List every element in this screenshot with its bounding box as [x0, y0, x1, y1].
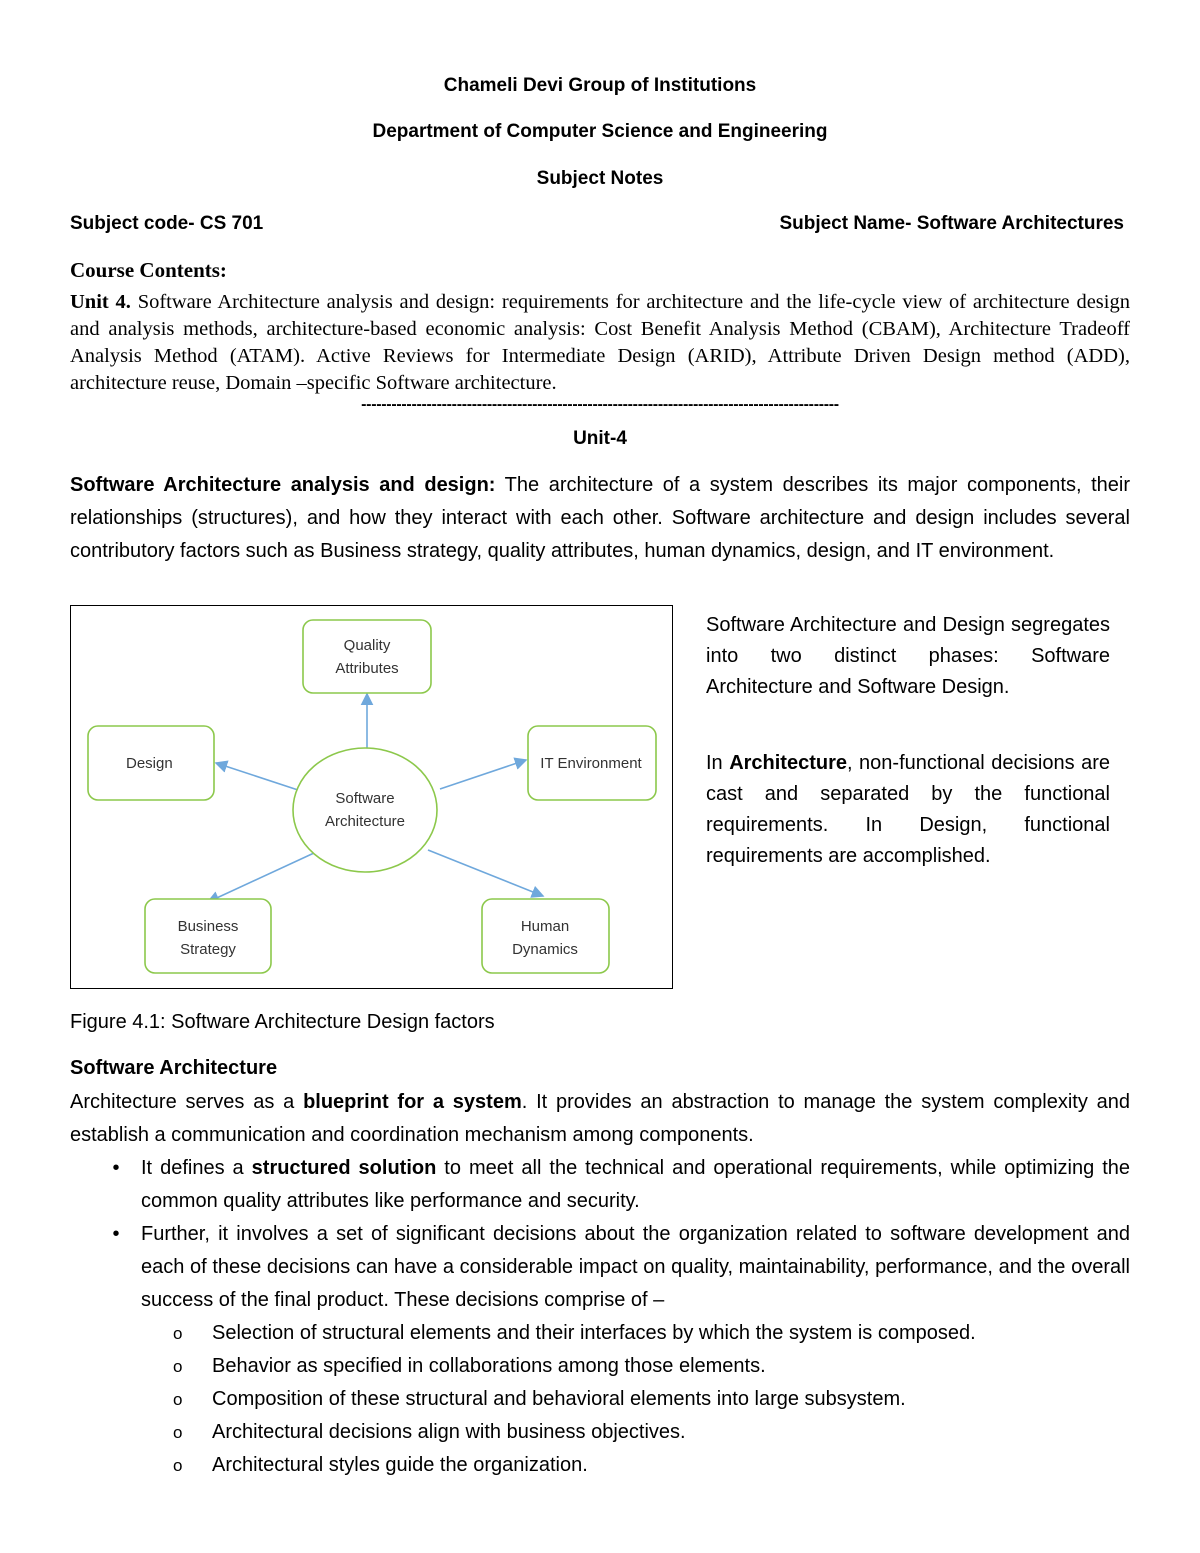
section-p1-a: Architecture serves as a [70, 1091, 304, 1113]
bullet1-a: It defines a [141, 1157, 252, 1179]
sub-mark: o [173, 1324, 183, 1343]
sub-item-text: Composition of these structural and behavioral elements into large subsystem. [212, 1388, 906, 1410]
human-label-1: Human [520, 918, 570, 935]
sub-mark: o [173, 1390, 183, 1409]
architecture-diagram [70, 605, 673, 989]
sub-list [173, 1317, 1130, 1482]
arrow-to-it [440, 760, 526, 789]
side-para2-bold: Architecture [729, 752, 847, 774]
side-paragraph-1: Software Architecture and Design segregates into two distinct phases: Software Architecture and Software Design. [706, 614, 1110, 698]
arrow-to-design [216, 763, 298, 790]
sub-list-item [173, 1416, 1130, 1449]
figure-caption: Figure 4.1: Software Architecture Design factors [70, 1011, 495, 1033]
arrow-to-business [208, 853, 314, 902]
bullet-text: Further, it involves a set of significant decisions about the organization related to software development and each of these decisions can have a considerable impact on quality, maintainability, performance, and the overall success of the final product. These decisions comprise of – [141, 1223, 1130, 1311]
separator-line: ----------------------------------------------------------------------------------------------- [361, 396, 839, 413]
notes-label: Subject Notes [536, 168, 664, 189]
diagram-svg [70, 605, 673, 989]
bullet-item [106, 1152, 1130, 1218]
sub-mark: o [173, 1456, 183, 1475]
human-label-2: Dynamics [512, 941, 578, 958]
side-para2-rest: , non-functional decisions are cast and separated by the functional requirements. In Design, functional requirements are accomplished. [706, 752, 1110, 867]
sub-list-item [173, 1350, 1130, 1383]
quality-label-1: Quality [343, 637, 391, 654]
arrow-to-human [428, 850, 543, 896]
bullet1-bold: structured solution [251, 1157, 437, 1179]
institution-title: Chameli Devi Group of Institutions [443, 75, 757, 96]
human-node [482, 899, 609, 973]
section-paragraph [70, 1086, 1130, 1152]
intro-text: The architecture of a system describes its major components, their relationships (structures), and how they interact with each other. Software architecture and design includes several contributory factors such as Business strategy, quality attributes, human dynamics, design, and IT environment. [70, 474, 1131, 562]
section-title: Software Architecture [70, 1057, 278, 1079]
bullet-text [141, 1152, 1130, 1218]
quality-node [303, 620, 431, 693]
sub-item-text: Behavior as specified in collaborations among those elements. [212, 1355, 766, 1377]
unit-label: Unit 4. [70, 291, 131, 313]
design-label: Design [126, 755, 173, 772]
it-label: IT Environment [540, 755, 642, 772]
bullet1-b: to meet all the technical and operational requirements, while optimizing the common quality attributes like performance and security. [141, 1157, 1130, 1212]
subject-name: Subject Name- Software Architectures [779, 213, 1124, 234]
sub-mark: o [173, 1423, 183, 1442]
intro-paragraph [70, 469, 1130, 568]
center-label-1: Software [335, 790, 395, 807]
center-node [293, 748, 437, 872]
unit-text: Software Architecture analysis and design: requirements for architecture and the life-cycle view of architecture design and analysis methods, architecture-based economic analysis: Cost Benefit Analysis Method (CBAM), Architecture Tradeoff Analysis Method (ATAM). Active Reviews for Intermediate Design (ARID), Attribute Driven Design method (ADD), architecture reuse, Domain –specific Software architecture. [70, 291, 1130, 394]
sub-item-text: Architectural styles guide the organization. [212, 1454, 588, 1476]
sub-list-item [173, 1317, 1130, 1350]
section-p1-b: . It provides an abstraction to manage the system complexity and establish a communication and coordination mechanism among components. [70, 1091, 1131, 1146]
bullet-item [106, 1218, 1130, 1317]
subject-code: Subject code- CS 701 [70, 213, 264, 234]
course-contents-body [70, 289, 1130, 397]
sub-list-item [173, 1449, 1130, 1482]
center-label-2: Architecture [324, 813, 406, 830]
business-node [145, 899, 271, 973]
side-para2-prefix: In [706, 752, 730, 774]
department-title: Department of Computer Science and Engineering [372, 121, 828, 142]
sub-mark: o [173, 1357, 183, 1376]
course-contents-title: Course Contents: [70, 258, 227, 282]
bullet-mark: • [112, 1157, 120, 1179]
bullet-mark: • [112, 1223, 120, 1245]
side-paragraph-2 [706, 748, 1110, 872]
intro-bold: Software Architecture analysis and design: [70, 474, 496, 496]
quality-label-2: Attributes [335, 660, 399, 677]
sub-item-text: Selection of structural elements and their interfaces by which the system is composed. [212, 1322, 976, 1344]
business-label-2: Strategy [180, 941, 236, 958]
unit-heading: Unit-4 [573, 428, 627, 449]
sub-list-item [173, 1383, 1130, 1416]
sub-item-text: Architectural decisions align with business objectives. [212, 1421, 686, 1443]
business-label-1: Business [177, 918, 239, 935]
section-p1-bold: blueprint for a system [303, 1091, 522, 1113]
